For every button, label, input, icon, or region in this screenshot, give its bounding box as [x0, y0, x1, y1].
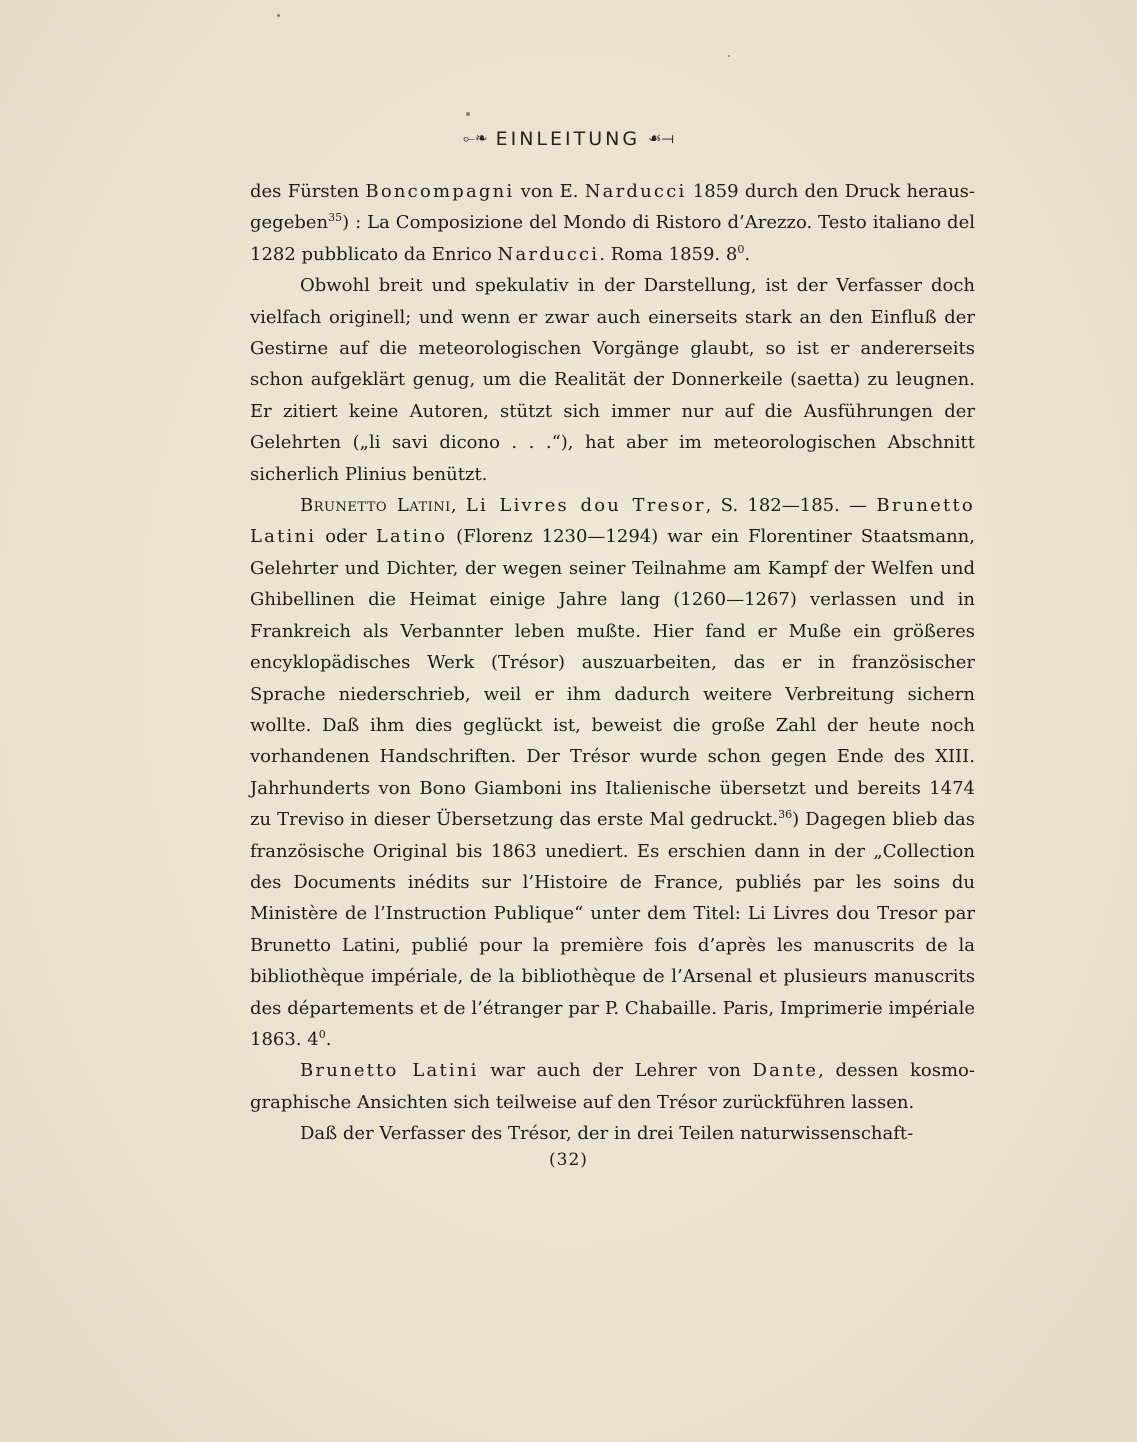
text-run: ) Dagegen blieb das französische Original bis 1863 unediert. Es erschien dann in der „Collection des Documents inédits sur l’Histoire de France, publiés par les soins du Ministère de l’Instruction Publique“ unter dem Titel: Li Livres dou Tresor par Brunetto Latini, publié pour la première fois d’après les manuscrits de la bibliothèque impériale, de la bibliothèque de l’Arsenal et plusieurs manuscrits des départements et de l’étranger par P. Chabaille. Paris, Imprimerie impériale 1863. 4 [250, 809, 975, 1050]
spaced-name: Boncompagni [365, 181, 515, 202]
spaced-name: Latino [375, 526, 448, 548]
text-run: , S. 182—185. — [705, 495, 877, 517]
right-ornament-icon: ☙⟞ [648, 129, 674, 147]
text-run: Obwohl breit und spekulativ in der Darstellung, ist der Verfasser doch vielfach originell; und wenn er zwar auch einerseits stark an den Einfluß der Gestirne auf die meteorologischen Vorgänge glaubt, so ist er andererseits schon aufgeklärt genug, um die Realität der Donnerkeile (saetta) zu leugnen. Er zitiert keine Autoren, stützt sich immer nur auf die Ausführungen der Gelehrten („li savi dicono . . .“), hat aber im meteorologischen Abschnitt sicherlich Plinius benützt. [250, 275, 975, 485]
running-header [0, 128, 1137, 150]
paragraph [250, 270, 975, 490]
text-run: . [325, 1028, 332, 1050]
text-run: , [450, 495, 466, 517]
paragraph [250, 490, 975, 1055]
paper-speck [466, 112, 470, 116]
spaced-name: Narducci [497, 243, 600, 265]
footnote-ref: 0 [737, 242, 745, 256]
spaced-name: Dante [752, 1060, 819, 1082]
spaced-name: Brunetto Latini [250, 495, 975, 548]
text-run: , dessen kosmographische Ansichten sich teilweise auf den Trésor zurückführen lassen. [250, 1060, 975, 1113]
text-run: 1859 durch den Druck herausgegeben [250, 181, 976, 234]
header-title: EINLEITUNG [495, 128, 641, 150]
footnote-ref: 35 [328, 211, 343, 225]
page-number: (32) [549, 1150, 588, 1170]
text-run: oder [316, 526, 376, 548]
text-run: (Florenz 1230—1294) war ein Florentiner Staatsmann, Gelehrter und Dichter, der wegen seiner Teilnahme am Kampf der Welfen und Ghibellinen die Heimat einige Jahre lang (1260—1267) verlassen und in Frankreich als Verbannter leben mußte. Hier fand er Muße ein größeres encyklopädisches Werk (Trésor) auszuarbeiten, das er in französischer Sprache niederschrieb, weil er ihm dadurch weitere Verbreitung sichern wollte. Daß ihm dies geglückt ist, beweist die große Zahl der heute noch vorhandenen Handschriften. Der Trésor wurde schon gegen Ende des XIII. Jahrhunderts von Bono Giamboni ins Italienische übersetzt und bereits 1474 zu Treviso in dieser Übersetzung das erste Mal gedruckt. [250, 526, 975, 831]
small-caps-name: Brunetto Latini [300, 495, 451, 517]
text-run: des Fürsten [250, 181, 366, 202]
spaced-name: Li Livres dou Tresor [465, 495, 706, 517]
text-run: . Roma 1859. 8 [599, 243, 738, 265]
text-run: war auch der Lehrer von [478, 1060, 753, 1082]
spaced-name: Narducci [584, 181, 687, 202]
paper-speck [277, 14, 280, 17]
text-run: von E. [514, 181, 585, 202]
footnote-ref: 0 [318, 1027, 326, 1041]
paper-speck [728, 55, 730, 57]
paragraph [250, 176, 975, 270]
text-run: ) : La Composizione del Mondo di Ristoro d’Arezzo. Testo italiano del 1282 pubblicato da Enrico [250, 212, 975, 265]
text-run: Daß der Verfasser des Trésor, der in drei Teilen naturwissenschaft- [300, 1123, 914, 1145]
footnote-ref: 36 [778, 808, 793, 822]
paragraph [250, 1055, 975, 1118]
left-ornament-icon: ⟜❧ [463, 129, 488, 147]
paragraph [250, 1118, 975, 1149]
spaced-name: Brunetto Latini [300, 1060, 479, 1082]
text-run: . [744, 243, 751, 265]
body-text [250, 176, 975, 1150]
